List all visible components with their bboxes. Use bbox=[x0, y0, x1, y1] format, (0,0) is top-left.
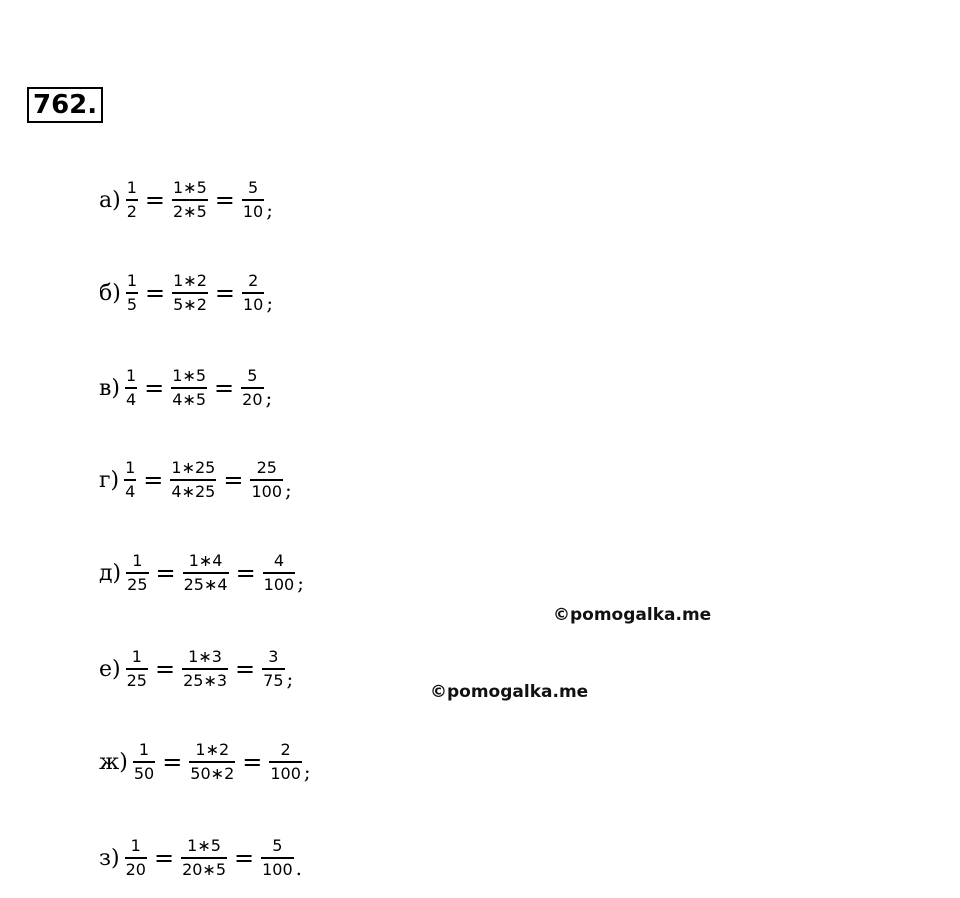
punctuation: . bbox=[295, 856, 303, 880]
watermark: ©pomogalka.me bbox=[430, 682, 589, 702]
fraction-result bbox=[240, 366, 264, 410]
equals-sign: = bbox=[154, 655, 176, 683]
fraction-original bbox=[125, 178, 139, 222]
fraction-original bbox=[132, 740, 156, 784]
punctuation: ; bbox=[265, 386, 273, 410]
task-number: 762. bbox=[27, 87, 103, 123]
denominator: 10 bbox=[242, 199, 264, 222]
numerator: 1 bbox=[125, 366, 137, 385]
numerator: 1∗2 bbox=[173, 271, 207, 290]
numerator: 1∗5 bbox=[173, 178, 207, 197]
fraction-multiplied bbox=[182, 551, 230, 595]
numerator: 1 bbox=[126, 178, 137, 197]
punctuation: ; bbox=[303, 760, 311, 784]
equals-sign: = bbox=[235, 559, 256, 587]
numerator: 4 bbox=[273, 551, 285, 570]
numerator: 5 bbox=[247, 366, 258, 385]
fraction-original bbox=[125, 647, 149, 691]
equals-sign: = bbox=[214, 374, 235, 402]
equals-sign: = bbox=[214, 279, 235, 307]
equation-row bbox=[99, 178, 273, 222]
denominator: 25∗4 bbox=[183, 572, 229, 595]
equation-row bbox=[99, 836, 302, 880]
denominator: 100 bbox=[263, 572, 296, 595]
punctuation: ; bbox=[286, 667, 294, 691]
watermark: ©pomogalka.me bbox=[553, 605, 712, 625]
denominator: 2∗5 bbox=[172, 199, 208, 222]
denominator: 25∗3 bbox=[182, 668, 228, 691]
fraction-original bbox=[125, 551, 149, 595]
item-label: д) bbox=[99, 560, 122, 586]
equation-row bbox=[99, 366, 272, 410]
item-label: г) bbox=[99, 467, 120, 493]
numerator: 1 bbox=[126, 271, 138, 290]
punctuation: ; bbox=[297, 571, 304, 595]
fraction-original bbox=[123, 458, 137, 502]
equals-sign: = bbox=[155, 559, 176, 587]
item-label: б) bbox=[99, 280, 121, 306]
fraction-multiplied bbox=[171, 178, 209, 222]
fraction-multiplied bbox=[169, 458, 217, 502]
fraction-result bbox=[262, 551, 297, 595]
fraction-multiplied bbox=[171, 271, 209, 315]
numerator: 1∗4 bbox=[188, 551, 223, 570]
denominator: 2 bbox=[126, 199, 138, 222]
equals-sign: = bbox=[214, 186, 235, 214]
denominator: 4 bbox=[124, 479, 136, 502]
denominator: 25 bbox=[126, 668, 148, 691]
numerator: 5 bbox=[247, 178, 259, 197]
denominator: 20 bbox=[241, 387, 263, 410]
fraction-multiplied bbox=[180, 836, 228, 880]
fraction-result bbox=[241, 178, 265, 222]
numerator: 1 bbox=[125, 458, 136, 477]
item-label: а) bbox=[99, 187, 121, 213]
numerator: 1∗5 bbox=[172, 366, 207, 385]
fraction-multiplied bbox=[170, 366, 208, 410]
equation-row bbox=[99, 271, 273, 315]
punctuation: ; bbox=[266, 198, 273, 222]
equals-sign: = bbox=[242, 748, 263, 776]
equals-sign: = bbox=[153, 844, 175, 872]
numerator: 1 bbox=[132, 551, 143, 570]
numerator: 1∗3 bbox=[188, 647, 222, 666]
fraction-result bbox=[249, 458, 284, 502]
numerator: 1 bbox=[131, 647, 142, 666]
equation-row bbox=[99, 647, 293, 691]
denominator: 5 bbox=[126, 292, 138, 315]
denominator: 10 bbox=[242, 292, 264, 315]
denominator: 25 bbox=[126, 572, 148, 595]
fraction-result bbox=[268, 740, 303, 784]
fraction-multiplied bbox=[181, 647, 229, 691]
numerator: 25 bbox=[256, 458, 277, 477]
numerator: 1∗5 bbox=[187, 836, 221, 855]
denominator: 20∗5 bbox=[181, 857, 227, 880]
numerator: 1∗25 bbox=[171, 458, 216, 477]
punctuation: ; bbox=[266, 291, 274, 315]
fraction-original bbox=[124, 366, 138, 410]
equals-sign: = bbox=[162, 748, 183, 776]
denominator: 4 bbox=[125, 387, 137, 410]
equation-row bbox=[99, 740, 311, 784]
equation-row bbox=[99, 458, 292, 502]
denominator: 4∗25 bbox=[170, 479, 216, 502]
fraction-result bbox=[261, 647, 285, 691]
item-label: е) bbox=[99, 656, 121, 682]
numerator: 1 bbox=[138, 740, 150, 759]
numerator: 2 bbox=[248, 271, 259, 290]
denominator: 50∗2 bbox=[189, 761, 235, 784]
denominator: 20 bbox=[125, 857, 147, 880]
equals-sign: = bbox=[235, 655, 256, 683]
numerator: 1 bbox=[130, 836, 141, 855]
denominator: 100 bbox=[269, 761, 302, 784]
denominator: 100 bbox=[261, 857, 294, 880]
numerator: 3 bbox=[268, 647, 279, 666]
denominator: 4∗5 bbox=[171, 387, 207, 410]
item-label: з) bbox=[99, 845, 120, 871]
equals-sign: = bbox=[144, 186, 165, 214]
item-label: в) bbox=[99, 375, 120, 401]
punctuation: ; bbox=[285, 478, 292, 502]
numerator: 1∗2 bbox=[195, 740, 230, 759]
item-label: ж) bbox=[99, 749, 128, 775]
equals-sign: = bbox=[145, 279, 166, 307]
denominator: 100 bbox=[250, 479, 283, 502]
equals-sign: = bbox=[234, 844, 255, 872]
equals-sign: = bbox=[144, 374, 165, 402]
denominator: 50 bbox=[133, 761, 155, 784]
equation-row bbox=[99, 551, 304, 595]
denominator: 5∗2 bbox=[172, 292, 208, 315]
fraction-result bbox=[260, 836, 295, 880]
fraction-original bbox=[124, 836, 148, 880]
numerator: 2 bbox=[280, 740, 291, 759]
fraction-original bbox=[125, 271, 139, 315]
equals-sign: = bbox=[223, 466, 244, 494]
numerator: 5 bbox=[272, 836, 283, 855]
denominator: 75 bbox=[262, 668, 284, 691]
fraction-result bbox=[241, 271, 265, 315]
equals-sign: = bbox=[143, 466, 164, 494]
fraction-multiplied bbox=[188, 740, 236, 784]
